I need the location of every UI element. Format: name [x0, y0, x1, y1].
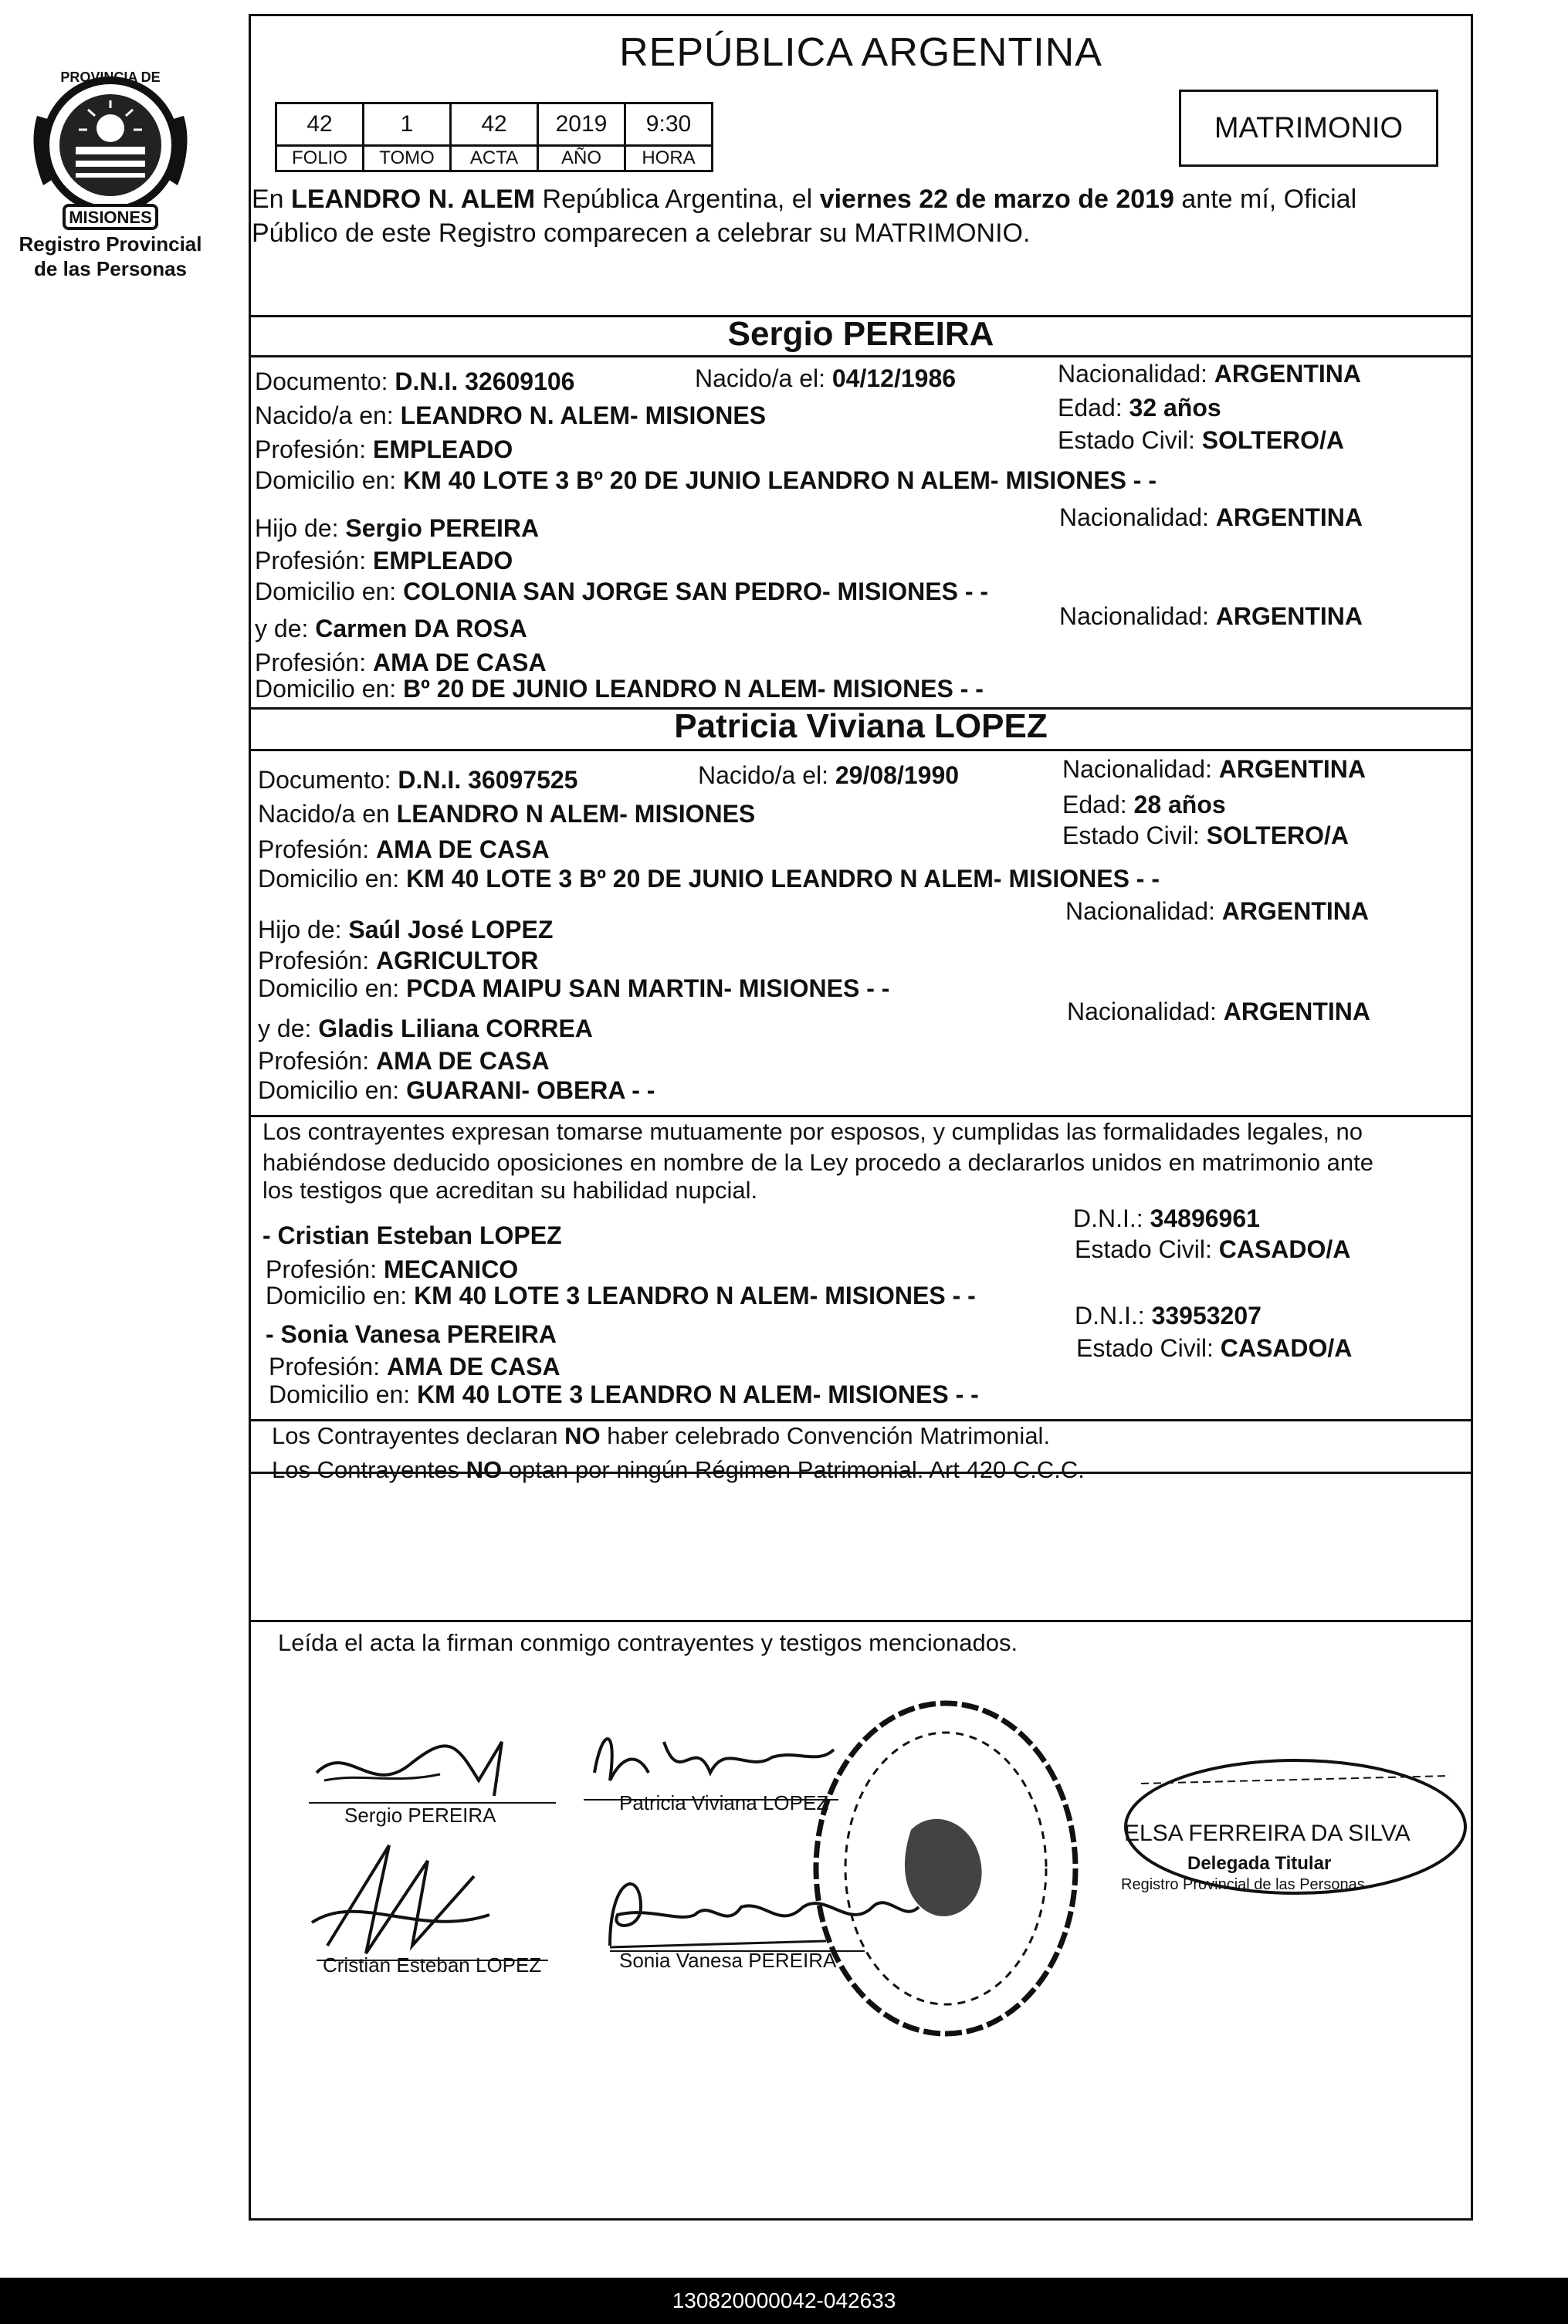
value: LEANDRO N ALEM- MISIONES — [396, 800, 756, 828]
value: SOLTERO/A — [1206, 822, 1350, 849]
spouse2-father — [258, 916, 553, 944]
spouse2-name: Patricia Viviana LOPEZ — [674, 707, 1048, 745]
label: Hijo de: — [255, 514, 346, 542]
spouse1-doc — [255, 368, 574, 396]
value: SOLTERO/A — [1201, 426, 1345, 454]
value: AMA DE CASA — [375, 835, 550, 863]
text: Los Contrayentes declaran — [272, 1422, 565, 1449]
registry-caption-line1: Registro Provincial — [19, 232, 202, 256]
spouse2-father-prof — [258, 947, 538, 975]
text: optan por ningún Régimen Patrimonial. Art 420 C.C.C. — [502, 1456, 1085, 1483]
value: KM 40 LOTE 3 Bº 20 DE JUNIO LEANDRO N ALEM- MISIONES - - — [406, 865, 1160, 893]
declaration-line1: Los contrayentes expresan tomarse mutuamente por esposos, y cumplidas las formalidades legales, no — [262, 1118, 1363, 1145]
regime-line2 — [272, 1456, 1085, 1484]
anio-label: AÑO — [538, 146, 625, 171]
registry-stamp — [803, 1691, 1089, 2046]
value: EMPLEADO — [372, 435, 513, 463]
spouse2-father-nat — [1065, 897, 1369, 926]
label: Profesión: — [255, 435, 373, 463]
spouse2-doc — [258, 766, 577, 794]
label: Domicilio en: — [258, 1076, 407, 1104]
emphasis: NO — [466, 1456, 503, 1483]
label: Domicilio en: — [255, 675, 404, 703]
value: AMA DE CASA — [372, 649, 547, 676]
divider — [249, 749, 1473, 751]
value: KM 40 LOTE 3 Bº 20 DE JUNIO LEANDRO N ALEM- MISIONES - - — [403, 466, 1157, 494]
spouse1-father-dom — [255, 578, 988, 606]
spouse1-mother — [255, 615, 527, 643]
value: EMPLEADO — [372, 547, 513, 574]
signature-label-4: Sonia Vanesa PEREIRA — [619, 1949, 837, 1972]
folio-table — [275, 102, 713, 172]
spouse1-mother-nat — [1059, 602, 1363, 631]
spouse1-civil — [1058, 426, 1344, 455]
tomo-label: TOMO — [364, 146, 451, 171]
divider — [249, 355, 1473, 357]
value: ARGENTINA — [1223, 998, 1371, 1025]
anio-value: 2019 — [538, 103, 625, 146]
label: Domicilio en: — [258, 865, 407, 893]
value: 28 años — [1133, 791, 1226, 818]
spouse1-born-in — [255, 401, 766, 430]
label: Domicilio en: — [269, 1381, 418, 1408]
label: Documento: — [258, 766, 398, 794]
act-type-box — [1179, 90, 1438, 167]
signature-scribble — [301, 1726, 564, 1811]
spouse1-dom — [255, 466, 1157, 495]
witness2-prof — [269, 1353, 560, 1381]
label: Nacido/a el: — [695, 364, 832, 392]
divider — [249, 1472, 1473, 1474]
label: Nacido/a en — [258, 800, 397, 828]
value: D.N.I. 36097525 — [398, 766, 578, 794]
value: 04/12/1986 — [831, 364, 957, 392]
official-role: Delegada Titular — [1187, 1853, 1332, 1874]
value: GUARANI- OBERA - - — [406, 1076, 655, 1104]
value: COLONIA SAN JORGE SAN PEDRO- MISIONES - - — [403, 578, 989, 605]
value: ARGENTINA — [1221, 897, 1370, 925]
registry-caption — [6, 232, 215, 281]
spouse2-mother — [258, 1015, 593, 1043]
label: Estado Civil: — [1076, 1334, 1221, 1362]
hora-value: 9:30 — [625, 103, 713, 146]
footer-code: 130820000042-042633 — [672, 2288, 896, 2312]
label: Nacionalidad: — [1058, 360, 1214, 388]
official-name: ELSA FERREIRA DA SILVA — [1124, 1821, 1411, 1846]
witness1-dom — [266, 1282, 976, 1310]
label: D.N.I.: — [1075, 1302, 1152, 1330]
value: 34896961 — [1150, 1204, 1260, 1232]
divider — [249, 1419, 1473, 1421]
spouse1-father-prof — [255, 547, 513, 575]
closing-text: Leída el acta la firman conmigo contrayentes y testigos mencionados. — [278, 1629, 1018, 1656]
value: Gladis Liliana CORREA — [318, 1015, 593, 1042]
value: Sergio PEREIRA — [345, 514, 540, 542]
intro-line2: Público de este Registro comparecen a celebrar su MATRIMONIO. — [252, 219, 1031, 248]
spouse2-age — [1062, 791, 1226, 819]
folio-label: FOLIO — [276, 146, 364, 171]
value: ARGENTINA — [1215, 602, 1363, 630]
spouse2-born-on — [698, 761, 959, 790]
official-org: Registro Provincial de las Personas — [1121, 1876, 1365, 1893]
label: Hijo de: — [258, 916, 349, 943]
signature-label-3: Cristian Esteban LOPEZ — [323, 1953, 542, 1977]
value: Carmen DA ROSA — [315, 615, 527, 642]
registry-seal-logo — [22, 54, 199, 239]
spouse1-mother-prof — [255, 649, 547, 677]
value: CASADO/A — [1220, 1334, 1353, 1362]
document-barcode-footer — [0, 2278, 1568, 2324]
intro-paragraph — [252, 182, 1471, 250]
value: LEANDRO N. ALEM- MISIONES — [400, 401, 767, 429]
witness1-civil — [1075, 1235, 1350, 1264]
label: Nacionalidad: — [1059, 503, 1216, 531]
spouse2-dom — [258, 865, 1160, 893]
spouse1-prof — [255, 435, 513, 464]
label: Documento: — [255, 368, 395, 395]
spouse1-nat — [1058, 360, 1361, 388]
declaration-line2: habiéndose deducido oposiciones en nombre de la Ley procedo a declararlos unidos en matrimonio ante — [262, 1149, 1374, 1176]
intro-text: República Argentina, el — [535, 185, 820, 214]
witness2-name: - Sonia Vanesa PEREIRA — [266, 1320, 557, 1348]
intro-place: LEANDRO N. ALEM — [291, 185, 536, 214]
value: AMA DE CASA — [386, 1353, 560, 1381]
acta-label: ACTA — [451, 146, 538, 171]
value: AMA DE CASA — [375, 1047, 550, 1075]
spouse2-born-in — [258, 800, 755, 828]
label: Nacionalidad: — [1067, 998, 1224, 1025]
spouse1-name: Sergio PEREIRA — [727, 315, 994, 353]
value: KM 40 LOTE 3 LEANDRO N ALEM- MISIONES - - — [414, 1282, 976, 1309]
value: Bº 20 DE JUNIO LEANDRO N ALEM- MISIONES - - — [403, 675, 984, 703]
act-type: MATRIMONIO — [1214, 111, 1404, 144]
spouse1-father-nat — [1059, 503, 1363, 532]
witness1-prof — [266, 1255, 518, 1284]
divider — [249, 1115, 1473, 1117]
intro-text: En — [252, 185, 292, 214]
label: D.N.I.: — [1073, 1204, 1150, 1232]
value: Saúl José LOPEZ — [348, 916, 554, 943]
intro-date: viernes 22 de marzo de 2019 — [819, 185, 1174, 214]
value: KM 40 LOTE 3 LEANDRO N ALEM- MISIONES - - — [417, 1381, 979, 1408]
label: Domicilio en: — [258, 974, 407, 1002]
label: Nacido/a el: — [698, 761, 835, 789]
witness2-civil — [1076, 1334, 1352, 1363]
signature-label-2: Patricia Viviana LOPEZ — [619, 1791, 829, 1814]
label: Profesión: — [258, 835, 376, 863]
spouse2-civil — [1062, 822, 1349, 850]
spouse2-father-dom — [258, 974, 889, 1003]
text: Los Contrayentes — [272, 1456, 466, 1483]
value: ARGENTINA — [1218, 755, 1366, 783]
emphasis: NO — [564, 1422, 601, 1449]
svg-text:PROVINCIA DE: PROVINCIA DE — [60, 69, 161, 85]
label: Nacionalidad: — [1059, 602, 1216, 630]
value: 32 años — [1129, 394, 1221, 422]
label: y de: — [258, 1015, 319, 1042]
spouse1-age — [1058, 394, 1221, 422]
intro-text: ante mí, Oficial — [1173, 185, 1357, 214]
signature-scribble — [296, 1830, 513, 1969]
label: Profesión: — [266, 1255, 384, 1283]
label: Profesión: — [269, 1353, 387, 1381]
divider — [249, 1620, 1473, 1622]
spouse2-nat — [1062, 755, 1366, 784]
value: ARGENTINA — [1214, 360, 1362, 388]
country-title: REPÚBLICA ARGENTINA — [619, 30, 1102, 75]
spouse2-prof — [258, 835, 550, 864]
regime-line1 — [272, 1422, 1050, 1450]
label: Domicilio en: — [266, 1282, 415, 1309]
acta-value: 42 — [451, 103, 538, 146]
label: Domicilio en: — [255, 466, 404, 494]
declaration-line3: los testigos que acreditan su habilidad nupcial. — [262, 1177, 758, 1204]
label: Profesión: — [258, 947, 376, 974]
witness1-name: - Cristian Esteban LOPEZ — [262, 1221, 562, 1249]
label: Domicilio en: — [255, 578, 404, 605]
label: Nacido/a en: — [255, 401, 401, 429]
spouse2-mother-prof — [258, 1047, 550, 1076]
text: haber celebrado Convención Matrimonial. — [600, 1422, 1051, 1449]
value: ARGENTINA — [1215, 503, 1363, 531]
spouse2-mother-nat — [1067, 998, 1370, 1026]
hora-label: HORA — [625, 146, 713, 171]
label: Nacionalidad: — [1062, 755, 1219, 783]
witness2-dni — [1075, 1302, 1262, 1330]
label: Edad: — [1062, 791, 1134, 818]
label: Nacionalidad: — [1065, 897, 1222, 925]
spouse1-mother-dom — [255, 675, 984, 703]
value: D.N.I. 32609106 — [395, 368, 575, 395]
label: Estado Civil: — [1058, 426, 1202, 454]
spouse1-born-on — [695, 364, 956, 393]
label: Profesión: — [255, 649, 373, 676]
signature-label-1: Sergio PEREIRA — [344, 1804, 496, 1827]
value: CASADO/A — [1218, 1235, 1351, 1263]
spouse1-father — [255, 514, 539, 543]
witness2-dom — [269, 1381, 979, 1409]
witness1-dni — [1073, 1204, 1260, 1233]
tomo-value: 1 — [364, 103, 451, 146]
value: PCDA MAIPU SAN MARTIN- MISIONES - - — [406, 974, 890, 1002]
label: Estado Civil: — [1075, 1235, 1219, 1263]
value: MECANICO — [383, 1255, 519, 1283]
value: AGRICULTOR — [375, 947, 539, 974]
label: Edad: — [1058, 394, 1129, 422]
spouse2-mother-dom — [258, 1076, 655, 1105]
label: Estado Civil: — [1062, 822, 1207, 849]
value: 33953207 — [1151, 1302, 1262, 1330]
svg-text:MISIONES: MISIONES — [69, 208, 152, 227]
folio-value: 42 — [276, 103, 364, 146]
value: 29/08/1990 — [835, 761, 960, 789]
label: Profesión: — [255, 547, 373, 574]
label: Profesión: — [258, 1047, 376, 1075]
label: y de: — [255, 615, 316, 642]
registry-caption-line2: de las Personas — [34, 257, 187, 280]
